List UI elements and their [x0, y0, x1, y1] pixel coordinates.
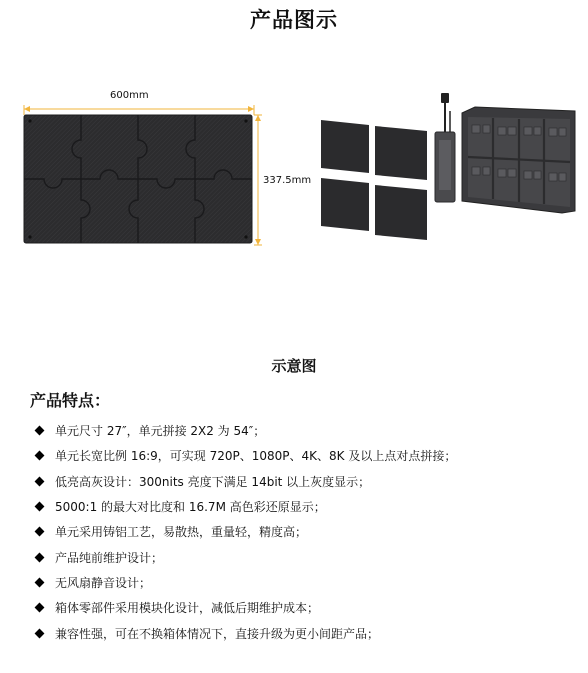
diamond-bullet-icon — [35, 603, 45, 613]
list-item: 低亮高灰设计：300nits 亮度下满足 14bit 以上灰度显示； — [34, 469, 456, 494]
page-title: 产品图示 — [250, 8, 338, 32]
diamond-bullet-icon — [35, 577, 45, 587]
list-item: 5000:1 的最大对比度和 16.7M 高色彩还原显示； — [34, 494, 456, 519]
diamond-bullet-icon — [35, 476, 45, 486]
list-item: 单元采用铸铝工艺，易散热，重量轻，精度高； — [34, 519, 456, 544]
list-item: 单元长宽比例 16:9，可实现 720P、1080P、4K、8K 及以上点对点拼接； — [34, 443, 456, 468]
diamond-bullet-icon — [35, 426, 45, 436]
diamond-bullet-icon — [35, 502, 45, 512]
height-dimension-label: 337.5mm — [263, 175, 312, 186]
list-item: 产品纯前维护设计； — [34, 544, 456, 569]
figure-caption: 示意图 — [271, 357, 317, 375]
list-item: 单元尺寸 27″，单元拼接 2X2 为 54″； — [34, 418, 456, 443]
list-item: 兼容性强，可在不换箱体情况下，直接升级为更小间距产品； — [34, 620, 456, 645]
diamond-bullet-icon — [35, 552, 45, 562]
diamond-bullet-icon — [35, 628, 45, 638]
diamond-bullet-icon — [35, 451, 45, 461]
list-item: 无风扇静音设计； — [34, 570, 456, 595]
list-item: 箱体零部件采用模块化设计，减低后期维护成本； — [34, 595, 456, 620]
front-panel-illustration — [0, 85, 588, 345]
width-dimension-label: 600mm — [110, 90, 149, 101]
features-list — [34, 418, 456, 646]
exploded-view-illustration — [321, 93, 575, 240]
diamond-bullet-icon — [35, 527, 45, 537]
features-heading: 产品特点： — [30, 391, 111, 410]
